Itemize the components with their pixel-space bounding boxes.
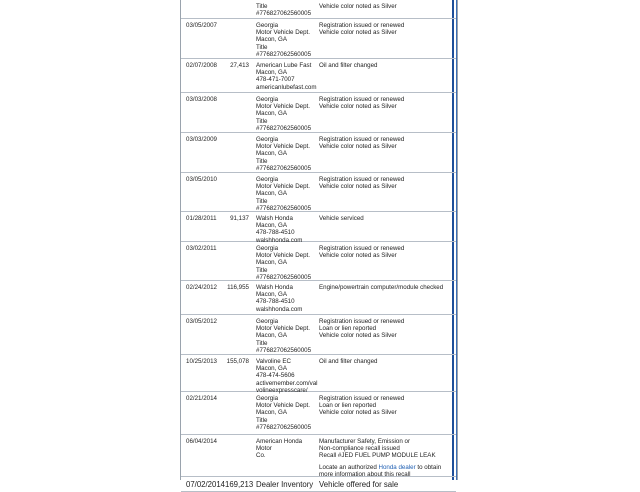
source-cell: Walsh Honda Macon, GA 478-788-4510 walshhonda.com — [256, 284, 303, 313]
odometer-cell: 91,137 — [230, 215, 249, 222]
table-row — [181, 93, 456, 133]
table-row — [181, 281, 456, 315]
source-cell: Georgia Motor Vehicle Dept. Macon, GA Title #776827062560005 — [256, 318, 312, 354]
source-cell: Title #776827062560005 — [256, 3, 312, 18]
date-cell: 10/25/2013 — [186, 358, 217, 365]
table-row — [181, 355, 456, 392]
date-cell: 03/02/2011 — [186, 245, 217, 252]
table-row — [181, 315, 456, 355]
date-cell: 07/02/2014 — [186, 480, 226, 489]
details-cell: Vehicle color noted as Silver — [319, 3, 397, 10]
source-cell: Georgia Motor Vehicle Dept. Macon, GA Title #776827062560005 — [256, 245, 312, 281]
odometer-cell: 169,213 — [225, 480, 254, 489]
details-cell: Registration issued or renewed Vehicle color noted as Silver — [319, 96, 405, 111]
source-cell: Georgia Motor Vehicle Dept. Macon, GA Title #776827062560005 — [256, 22, 312, 58]
table-row — [181, 435, 456, 477]
recall-note-text-end: to obtain more information about this recall — [319, 464, 442, 479]
date-cell: 03/03/2009 — [186, 136, 217, 143]
date-cell: 03/05/2010 — [186, 176, 217, 183]
date-cell: 03/03/2008 — [186, 96, 217, 103]
details-cell: Vehicle serviced — [319, 215, 364, 222]
recall-note-text: Locate an authorized — [319, 464, 379, 471]
source-cell: Valvoline EC Macon, GA 478-474-5606 activemember.com/val volineexpresscare/ — [256, 358, 318, 394]
source-cell: Walsh Honda Macon, GA 478-788-4510 walshhonda.com — [256, 215, 303, 244]
table-row — [181, 173, 456, 212]
details-cell: Registration issued or renewed Loan or lien reported Vehicle color noted as Silver — [319, 395, 405, 417]
details-cell: Registration issued or renewed Loan or lien reported Vehicle color noted as Silver — [319, 318, 405, 340]
table-row — [181, 0, 456, 19]
details-cell: Oil and filter changed — [319, 62, 378, 69]
honda-dealer-link[interactable]: Honda dealer — [378, 464, 416, 471]
odometer-cell: 27,413 — [230, 62, 249, 69]
odometer-cell: 116,955 — [227, 284, 249, 291]
odometer-cell: 155,078 — [226, 358, 249, 365]
table-row — [181, 392, 456, 435]
date-cell: 02/24/2012 — [186, 284, 217, 291]
date-cell: 03/05/2012 — [186, 318, 217, 325]
date-cell: 02/21/2014 — [186, 395, 217, 402]
table-row — [181, 242, 456, 281]
details-cell: Registration issued or renewed Vehicle color noted as Silver — [319, 176, 405, 191]
table-row — [181, 212, 456, 242]
date-cell: 06/04/2014 — [186, 438, 217, 445]
table-row — [181, 133, 456, 173]
source-cell: Georgia Motor Vehicle Dept. Macon, GA Title #776827062560005 — [256, 136, 312, 172]
details-cell: Vehicle offered for sale — [319, 480, 399, 489]
date-cell: 01/28/2011 — [186, 215, 217, 222]
source-cell: Georgia Motor Vehicle Dept. Macon, GA Title #776827062560005 — [256, 395, 312, 431]
source-cell: Georgia Motor Vehicle Dept. Macon, GA Title #776827062560005 — [256, 176, 312, 212]
scrollbar-edge — [456, 0, 457, 480]
date-cell: 02/07/2008 — [186, 62, 217, 69]
details-cell: Registration issued or renewed Vehicle color noted as Silver — [319, 245, 405, 260]
source-cell: American Honda Motor Co. — [256, 438, 303, 460]
details-cell: Registration issued or renewed Vehicle color noted as Silver — [319, 136, 405, 151]
details-cell: Oil and filter changed — [319, 358, 378, 365]
vehicle-history-table — [181, 0, 456, 492]
table-row — [181, 477, 456, 492]
details-cell: Registration issued or renewed Vehicle color noted as Silver — [319, 22, 405, 37]
source-cell: American Lube Fast Macon, GA 478-471-7007 americanlubefast.com — [256, 62, 317, 91]
source-cell: Georgia Motor Vehicle Dept. Macon, GA Title #776827062560005 — [256, 96, 312, 132]
table-row — [181, 59, 456, 93]
table-row — [181, 19, 456, 59]
date-cell: 03/05/2007 — [186, 22, 217, 29]
source-cell: Dealer Inventory — [256, 480, 314, 489]
details-cell: Manufacturer Safety, Emission or Non-compliance recall issued Recall #JED FUEL PUMP MODULE LEAK — [319, 438, 436, 460]
details-cell: Engine/powertrain computer/module checked — [319, 284, 444, 291]
